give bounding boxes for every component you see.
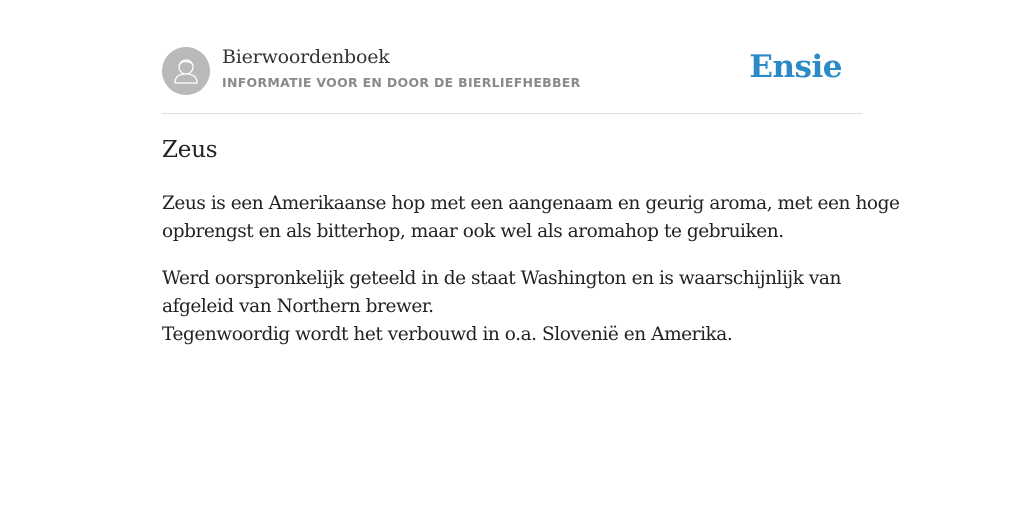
paragraph-line: Zeus is een Amerikaanse hop met een aangenaam en geurig aroma, met een hoge	[162, 193, 900, 214]
user-icon-graphic	[162, 47, 210, 95]
paragraph-line: afgeleid van Northern brewer.	[162, 296, 434, 317]
entry-title: Zeus	[162, 137, 218, 163]
brand-logo[interactable]: Ensie	[749, 49, 842, 85]
paragraph-line: Tegenwoordig wordt het verbouwd in o.a. Slovenië en Amerika.	[162, 324, 733, 345]
paragraph-line: opbrengst en als bitterhop, maar ook wel als aromahop te gebruiken.	[162, 221, 784, 242]
user-icon[interactable]	[162, 47, 210, 95]
site-title[interactable]: Bierwoordenboek	[222, 46, 390, 68]
entry-paragraph	[162, 265, 872, 349]
page-container	[162, 0, 900, 345]
site-header	[162, 0, 862, 114]
paragraph-line: Werd oorspronkelijk geteeld in de staat Washington en is waarschijnlijk van	[162, 268, 841, 289]
entry-paragraph	[162, 190, 900, 246]
site-tagline: INFORMATIE VOOR EN DOOR DE BIERLIEFHEBBER	[222, 75, 581, 90]
